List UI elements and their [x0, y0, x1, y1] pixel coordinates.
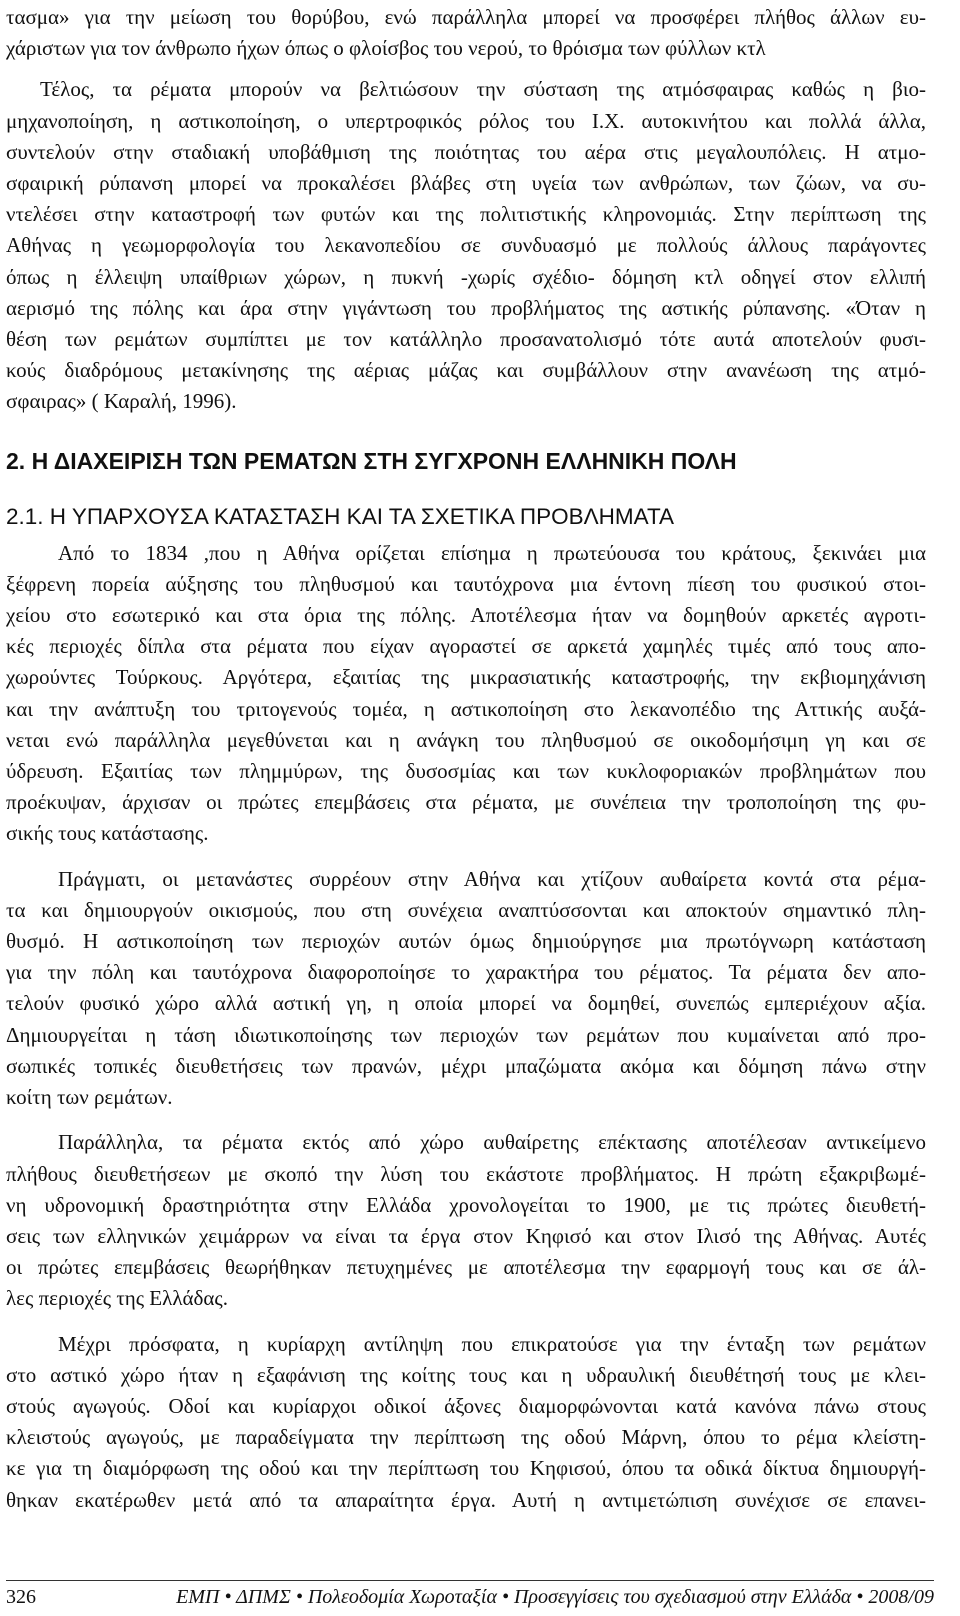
text-line: θυσμό. Η αστικοποίηση των περιοχών αυτών όμως δημιούργησε μια πρωτόγνωρη κατάσταση — [6, 929, 926, 954]
text-line: Μέχρι πρόσφατα, η κυρίαρχη αντίληψη που επικρατούσε για την ένταξη των ρεμάτων — [58, 1331, 926, 1356]
paragraph-migrants-first-line — [6, 864, 926, 895]
paragraph-recent-first-line — [6, 1329, 926, 1360]
text-line: χωρούντες Τούρκους. Αργότερα, εξαιτίας της μικρασιατικής καταστροφής, την εκβιομηχάνιση — [6, 665, 926, 690]
text-line: συντελούν στην σταδιακή υποβάθμιση της ποιότητας του αέρα στις μεγαλουπόλεις. Η ατμο- — [6, 139, 926, 164]
paragraph-regulations-first-line — [6, 1127, 926, 1158]
text-line: ξέφρενη πορεία αύξησης του πληθυσμού και ταυτόχρονα μια έντονη πίεση του φυσικού στοι- — [6, 571, 926, 596]
journal-citation: ΕΜΠ • ΔΠΜΣ • Πολεοδομία Χωροταξία • Προσεγγίσεις του σχεδιασμού στην Ελλάδα • 2008/09 — [176, 1586, 934, 1608]
text-line: θηκαν εκατέρωθεν μετά από τα απαραίτητα έργα. Αυτή η αντιμετώπιση συνέχισε σε επανει- — [6, 1487, 926, 1512]
text-line: Πράγματι, οι μετανάστες συρρέουν στην Αθήνα και χτίζουν αυθαίρετα κοντά στα ρέμα- — [58, 866, 926, 891]
text-line: τελούν φυσικό χώρο αλλά αστική γη, η οποία μπορεί να δομηθεί, συνεπώς εμπεριέχουν αξία. — [6, 991, 926, 1016]
text-line: κοίτη των ρεμάτων. — [6, 1085, 173, 1110]
paragraph-recent — [6, 1360, 926, 1516]
text-line: στο αστικό χώρο ήταν η εξαφάνιση της κοίτης τους και η υδραυλική διευθέτησή τους με κλει- — [6, 1362, 926, 1387]
text-line: κούς διαδρόμους μετακίνησης της αέριας μάζας και συμβάλλουν στην ανανέωση της ατμό- — [6, 358, 926, 383]
paragraph-regulations — [6, 1159, 926, 1315]
text-line: τα και δημιουργούν οικισμούς, που στη συνέχεια αναπτύσσονται και αποκτούν σημαντικό πλη- — [6, 897, 926, 922]
page-footer — [6, 1584, 934, 1610]
text-line: νεται ενώ παράλληλα μεγεθύνεται και η ανάγκη του πληθυσμού σε οικοδομήσιμη γη και σε — [6, 727, 926, 752]
paragraph-atmosphere-body — [6, 106, 926, 418]
page-content — [6, 2, 926, 1516]
text-line: σφαιρική ρύπανση μπορεί να προκαλέσει βλάβες στη υγεία των ανθρώπων, των ζώων, να συ- — [6, 171, 926, 196]
text-line: όπως η έλλειψη υπαίθριων χώρων, η πυκνή -χωρίς σχέδιο- δόμηση κτλ οδηγεί στον ελλιπή — [6, 264, 926, 289]
text-line: σικής τους κατάστασης. — [6, 821, 209, 846]
text-line: σωπικές τοπικές διευθετήσεις των πρανών, μέχρι μπαζώματα ακόμα και δόμηση πάνω στην — [6, 1053, 926, 1078]
section-heading: 2. Η ΔΙΑΧΕΙΡΙΣΗ ΤΩΝ ΡΕΜΑΤΩΝ ΣΤΗ ΣΥΓΧΡΟΝΗ ΕΛΛΗΝΙΚΗ ΠΟΛΗ — [6, 447, 737, 474]
text-line: αερισμό της πόλης και άρα στην γιγάντωση του προβλήματος της αστικής ρύπανσης. «Όταν η — [6, 295, 926, 320]
paragraph-atmosphere — [6, 74, 926, 105]
paragraph-noise-reduction — [6, 2, 926, 64]
text-line: και την ανάπτυξη του τριτογενούς τομέα, η αστικοποίηση στο λεκανοπέδιο της Αττικής αυξά- — [6, 696, 926, 721]
text-line: Αθήνας η γεωμορφολογία του λεκανοπεδίου σε συνδυασμό με πολλούς άλλους παράγοντες — [6, 233, 926, 258]
text-line: κλειστούς αγωγούς, με παραδείγματα την περίπτωση της οδού Μάρνη, όπου το ρέμα κλείστη- — [6, 1425, 926, 1450]
page-number: 326 — [6, 1586, 36, 1608]
text-line: πλήθους διευθετήσεων με σκοπό την λύση του εκάστοτε προβλήματος. Η πρώτη εξακριβωμέ- — [6, 1161, 926, 1186]
text-line: κε για τη διαμόρφωση της οδού και την περίπτωση του Κηφισού, όπου τα οδικά δίκτυα δημιουργή- — [6, 1456, 926, 1481]
text-line: Δημιουργείται η τάση ιδιωτικοποίησης των περιοχών των ρεμάτων που κυμαίνεται από προ- — [6, 1022, 926, 1047]
text-line: μηχανοποίηση, η αστικοποίηση, ο υπερτροφικός ρόλος του Ι.Χ. αυτοκινήτου και πολλά άλλα, — [6, 108, 926, 133]
text-line: σεις των ελληνικών χειμάρρων να είναι τα έργα στον Κηφισό και στον Ιλισό της Αθήνας. Αυτές — [6, 1223, 926, 1248]
text-line: οι πρώτες επεμβάσεις θεωρήθηκαν πετυχημένες με αποτέλεσμα την εφαρμογή τους και σε άλ- — [6, 1255, 926, 1280]
text-line: σφαιρας» ( Καραλή, 1996). — [6, 389, 237, 414]
text-line: κές περιοχές δίπλα στα ρέματα που είχαν αγοραστεί σε αρκετά χαμηλές τιμές από τους απο- — [6, 634, 926, 659]
text-line: ντελέσει στην καταστροφή των φυτών και της πολιτιστικής κληρονομιάς. Στην περίπτωση της — [6, 202, 926, 227]
paragraph-history-first-line — [6, 538, 926, 569]
text-line: νη υδρονομική δραστηριότητα στην Ελλάδα χρονολογείται το 1900, με τις πρώτες διευθετή- — [6, 1192, 926, 1217]
paragraph-migrants — [6, 895, 926, 1113]
subsection-heading: 2.1. Η ΥΠΑΡΧΟΥΣΑ ΚΑΤΑΣΤΑΣΗ ΚΑΙ ΤΑ ΣΧΕΤΙΚΑ ΠΡΟΒΛΗΜΑΤΑ — [6, 503, 675, 529]
footer-divider — [6, 1580, 934, 1581]
text-line: για την πόλη και ταυτόχρονα διαφοροποίησε το χαρακτήρα του ρέματος. Τα ρέματα δεν απο- — [6, 960, 926, 985]
text-line: χάριστων για τον άνθρωπο ήχων όπως ο φλοίσβος του νερού, το θρόισμα των φύλλων κτλ — [6, 36, 766, 61]
text-line: λες περιοχές της Ελλάδας. — [6, 1286, 228, 1311]
text-line: τασμα» για την μείωση του θορύβου, ενώ παράλληλα μπορεί να προσφέρει πλήθος άλλων ευ- — [6, 5, 926, 29]
text-line: προέκυψαν, άρχισαν οι πρώτες επεμβάσεις στα ρέματα, με συνέπεια την τροποποίηση της φυ- — [6, 790, 926, 815]
text-line: χείου στο εσωτερικό και στα όρια της πόλης. Αποτέλεσμα ήταν να δομηθούν αρκετές αγροτι- — [6, 603, 926, 628]
text-line: ύδρευση. Εξαιτίας των πλημμύρων, της δυσοσμίας και των κυκλοφοριακών προβλημάτων που — [6, 759, 926, 784]
text-line: Παράλληλα, τα ρέματα εκτός από χώρο αυθαίρετης επέκτασης αποτέλεσαν αντικείμενο — [58, 1130, 926, 1155]
paragraph-history — [6, 569, 926, 850]
text-line: Τέλος, τα ρέματα μπορούν να βελτιώσουν την σύσταση της ατμόσφαιρας καθώς η βιο- — [40, 77, 926, 102]
text-line: θέση των ρεμάτων συμπίπτει με τον κατάλληλο προσανατολισμό τότε αυτά αποτελούν φυσι- — [6, 327, 926, 352]
text-line: Από το 1834 ,που η Αθήνα ορίζεται επίσημα η πρωτεύουσα του κράτους, ξεκινάει μια — [58, 540, 926, 565]
text-line: στούς αγωγούς. Οδοί και κυρίαρχοι οδικοί άξονες διαμορφώνονται κατά κανόνα πάνω στους — [6, 1393, 926, 1418]
